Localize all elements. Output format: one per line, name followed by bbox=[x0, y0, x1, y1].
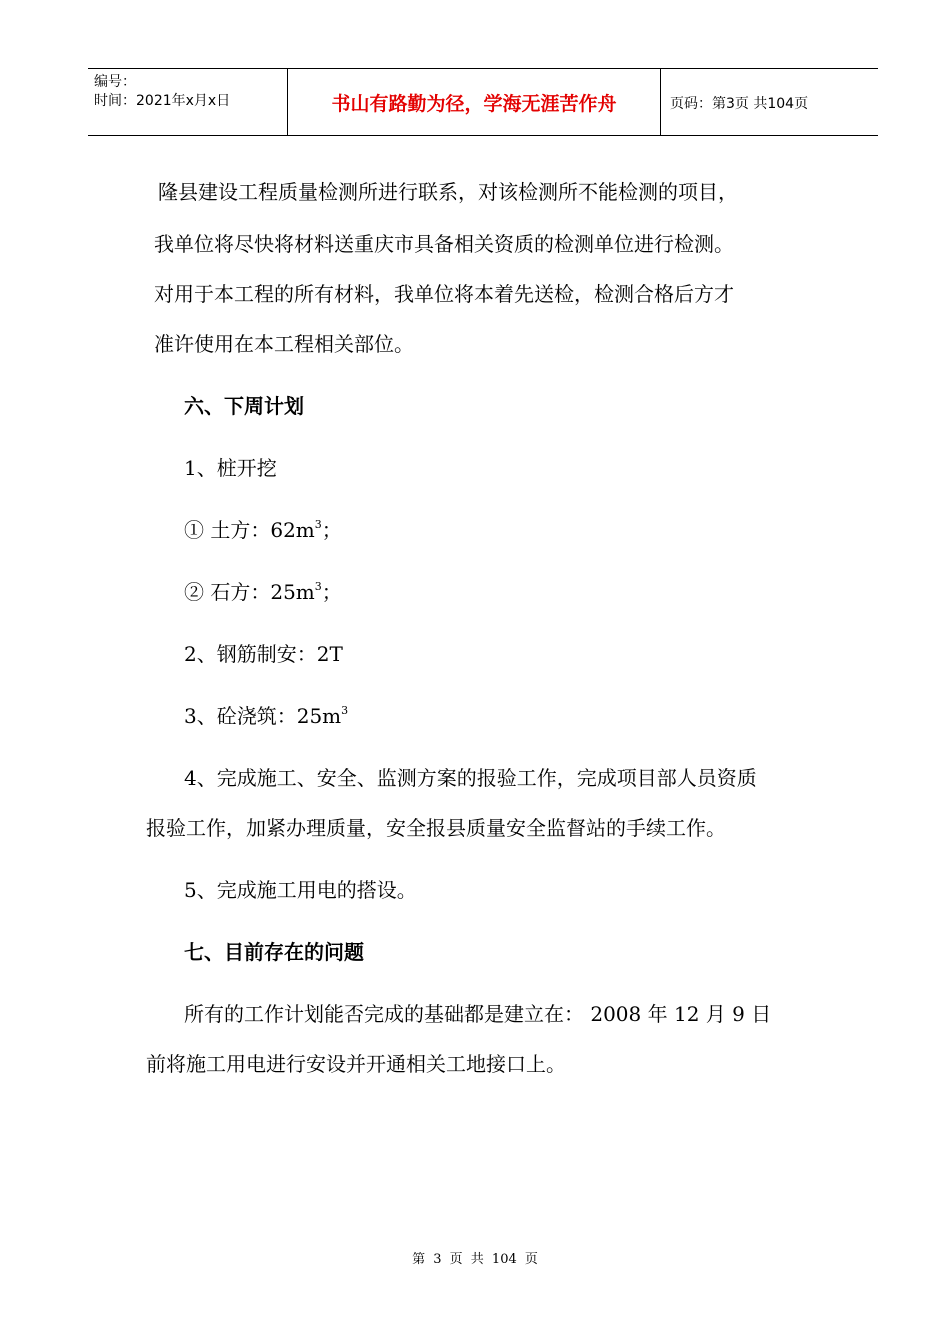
paragraph-line: 准许使用在本工程相关部位。 bbox=[154, 332, 414, 356]
header-motto: 书山有路勤为径，学海无涯苦作舟 bbox=[331, 93, 617, 115]
header-meta bbox=[94, 73, 230, 111]
section-heading-next-week-plan: 六、下周计划 bbox=[184, 394, 304, 418]
paragraph-line: 对用于本工程的所有材料，我单位将本着先送检，检测合格后方才 bbox=[154, 282, 734, 306]
plan-item-approval-line1: 4、完成施工、安全、监测方案的报验工作，完成项目部人员资质 bbox=[184, 766, 757, 790]
issues-paragraph-line2: 前将施工用电进行安设并开通相关工地接口上。 bbox=[146, 1052, 566, 1076]
issues-paragraph-line1: 所有的工作计划能否完成的基础都是建立在： 2008 年 12 月 9 日 bbox=[184, 1002, 772, 1026]
plan-item-approval-line2: 报验工作，加紧办理质量，安全报县质量安全监督站的手续工作。 bbox=[146, 816, 726, 840]
document-time-label: 时间：2021年x月x日 bbox=[94, 93, 231, 109]
header-divider bbox=[660, 69, 661, 136]
header-page-info: 页码：第3页 共104页 bbox=[670, 95, 809, 112]
paragraph-line: 我单位将尽快将材料送重庆市具备相关资质的检测单位进行检测。 bbox=[154, 232, 734, 256]
plan-item-pile-excavation: 1、桩开挖 bbox=[184, 456, 277, 480]
plan-item-concrete: 3、砼浇筑：$25m^3$ bbox=[184, 704, 349, 728]
plan-subitem-earthwork: ① 土方：$62m^3$； bbox=[184, 518, 342, 542]
plan-subitem-stonework: ② 石方：$25m^3$； bbox=[184, 580, 342, 604]
section-heading-current-issues: 七、目前存在的问题 bbox=[184, 940, 364, 964]
plan-item-power-setup: 5、完成施工用电的搭设。 bbox=[184, 878, 417, 902]
page-header bbox=[88, 68, 878, 136]
paragraph-line: 隆县建设工程质量检测所进行联系，对该检测所不能检测的项目， bbox=[158, 180, 738, 204]
page-footer-number: 第 3 页 共 104 页 bbox=[412, 1252, 538, 1267]
plan-item-rebar: 2、钢筋制安：2T bbox=[184, 642, 343, 666]
document-number-label: 编号： bbox=[94, 74, 136, 90]
